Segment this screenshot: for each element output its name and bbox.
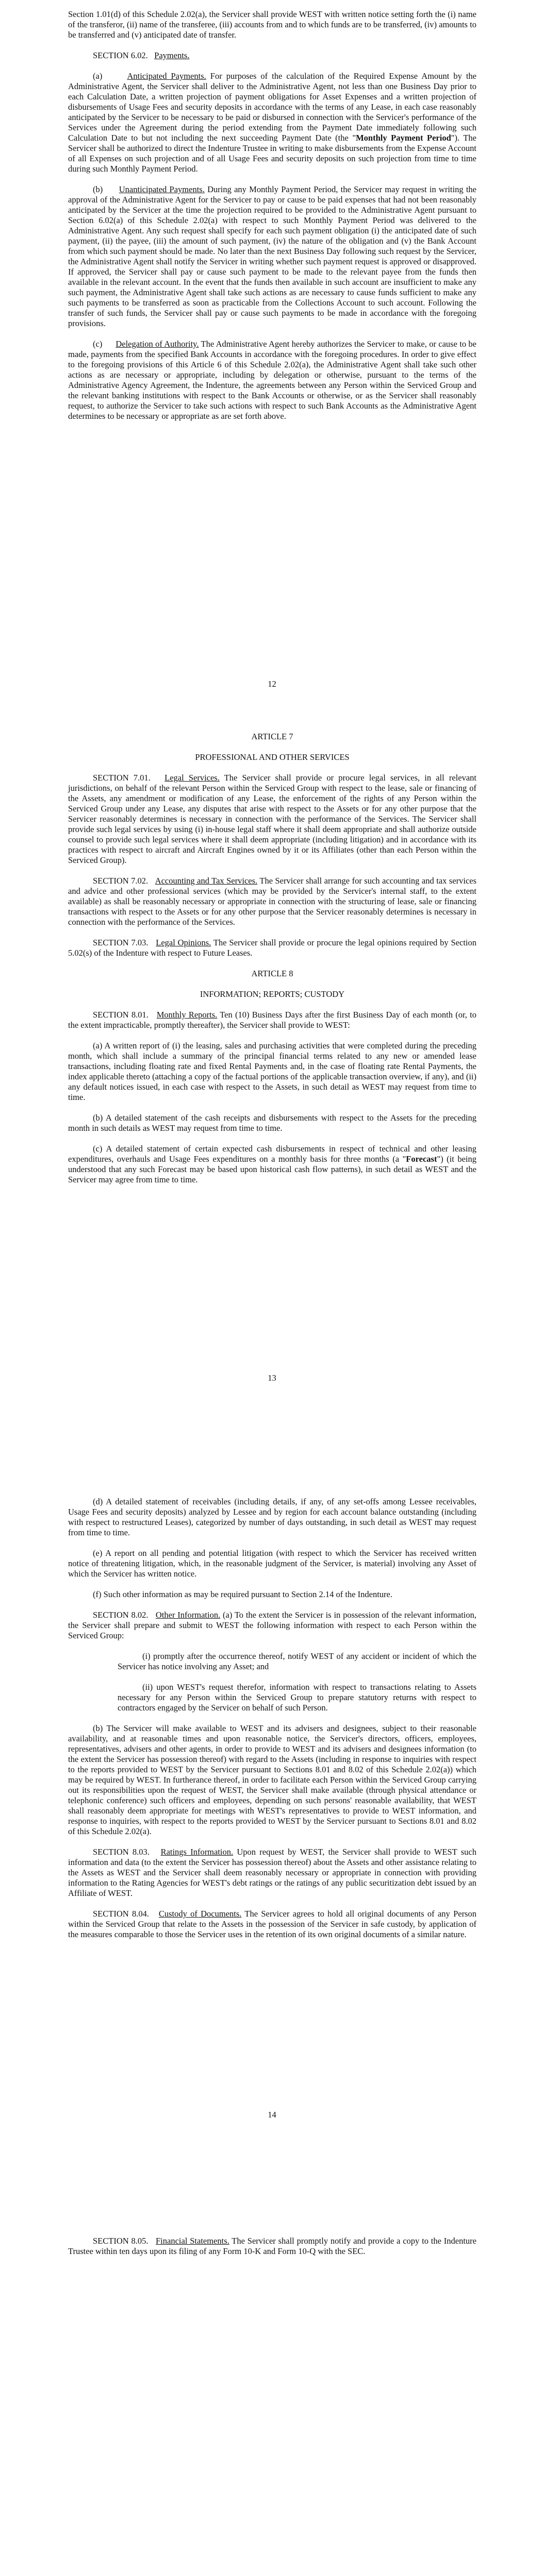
section-title: Monthly Reports. <box>156 1010 218 1020</box>
section-number: SECTION 8.01. <box>93 1010 149 1020</box>
paragraph-8-02-a-ii: (ii) upon WEST's request therefor, information with respect to transactions relating to Assets necessary for any Person within the Serviced Group to prepare statutory returns with respect to contractors engaged by the Servicer on behalf of such Person. <box>118 1682 476 1713</box>
section-7-03 <box>68 938 476 958</box>
article-7-heading: ARTICLE 7 <box>251 732 293 741</box>
section-number: SECTION 7.01. <box>93 773 151 783</box>
clause-label: (b) <box>93 184 103 194</box>
paragraph-6-02-c <box>68 339 476 421</box>
article-7-title: PROFESSIONAL AND OTHER SERVICES <box>195 752 350 762</box>
section-number: SECTION 8.02. <box>93 1610 149 1620</box>
page-number: 13 <box>268 1373 276 1383</box>
paragraph-6-02-b <box>68 184 476 329</box>
section-7-01 <box>68 773 476 866</box>
article-8-title: INFORMATION; REPORTS; CUSTODY <box>200 989 345 999</box>
clause-text: "). The Servicer shall be authorized to direct the Indenture Trustee in writing to make disbursements from the Expense Account of all Expenses on such projection and of all Usage Fees and security deposits on such projection from time to time during such Monthly Payment Period. <box>68 133 476 174</box>
defined-term: Monthly Payment Period <box>356 133 451 143</box>
page-number: 12 <box>268 679 276 689</box>
section-7-02 <box>68 876 476 927</box>
paragraph-8-02-b: (b) The Servicer will make available to WEST and its advisers and designees, subject to their reasonable availability, and at reasonable times and upon reasonable notice, the Servicer's directors, officers, employees, representatives, advisers and other agents, in order to provide to WEST and its advisers and designees information (to the extent the Servicer has possession thereof) with regard to the Assets (including in response to inquiries with respect to the reports provided to WEST by the Servicer pursuant to Sections 8.01 and 8.02 of this Schedule 2.02(a)) which may be required by WEST. In furtherance thereof, in order to facilitate each Person within the Serviced Group carrying out its responsibilities upon the request of WEST, the Servicer shall make available (through physical attendance or telephonic conference) such officers and employees, depending on such persons' reasonable availability, that WEST shall reasonably deem appropriate for meetings with WEST's representatives to provide to WEST information, and response to inquiries, with respect to the reports provided to WEST by the Servicer pursuant to Sections 8.01 and 8.02 of this Schedule 2.02(a). <box>68 1723 476 1836</box>
section-text: The Servicer shall promptly notify and provide a copy to the Indenture Trustee within ten days upon its filing of any Form 10-K and Form 10-Q with the SEC. <box>68 2236 476 2256</box>
section-title: Legal Services. <box>164 773 220 783</box>
section-title: Accounting and Tax Services. <box>155 876 258 886</box>
section-title: Payments. <box>154 50 190 60</box>
paragraph-8-02-a-i: (i) promptly after the occurrence thereof, notify WEST of any accident or incident of which the Servicer has notice involving any Asset; and <box>118 1651 476 1671</box>
clause-text: (c) A detailed statement of certain expected cash disbursements in respect of technical and other leasing expenditures, overhauls and Usage Fees expenditures on a monthly basis for three months (a " <box>68 1144 476 1164</box>
section-8-04 <box>68 1909 476 1940</box>
paragraph-6-02-a <box>68 71 476 174</box>
paragraph-8-01-c <box>68 1144 476 1185</box>
clause-title: Anticipated Payments. <box>127 71 206 81</box>
paragraph-8-01-b: (b) A detailed statement of the cash receipts and disbursements with respect to the Assets for the preceding month in such details as WEST may request from time to time. <box>68 1113 476 1133</box>
paragraph-8-01-a: (a) A written report of (i) the leasing, sales and purchasing activities that were completed during the preceding month, which shall include a summary of the principal financial terms related to any new or amended lease transactions, including floating rate and fixed Rental Payments and, in the case of floating rate Rental Payments, the index applicable thereto (attaching a copy of the factual portions of the applicable transaction overview, if any), and (ii) any default notices issued, in each case with respect to the Assets, in such detail as WEST may request from time to time. <box>68 1041 476 1102</box>
section-text: Upon request by WEST, the Servicer shall provide to WEST such information and data (to the extent the Servicer has possession thereof) about the Assets and other assistance relating to the Assets as WEST and the Servicer shall deem reasonably necessary or appropriate in connection with providing information to the Rating Agencies for WEST's debt ratings or the ratings of any public securitization debt issued by an Affiliate of WEST. <box>68 1847 476 1898</box>
section-8-02 <box>68 1610 476 1641</box>
clause-title: Unanticipated Payments. <box>119 184 205 194</box>
defined-term: Forecast <box>406 1154 437 1164</box>
section-number: SECTION 8.03. <box>93 1847 150 1857</box>
article-8-heading: ARTICLE 8 <box>251 969 293 978</box>
section-title: Legal Opinions. <box>156 938 211 947</box>
page-13-text <box>68 732 476 1185</box>
paragraph-8-01-f: (f) Such other information as may be required pursuant to Section 2.14 of the Indenture. <box>93 1589 393 1599</box>
section-6-02-heading <box>68 50 476 61</box>
section-text: The Servicer shall arrange for such accounting and tax services and advice and other professional services (which may be provided by the Servicer's internal staff, to the extent available) as shall be reasonably necessary or appropriate in connection with the structuring of lease, sale or financing transactions with respect to the Assets or for any other purpose that the Servicer reasonably determines is necessary in connection with the performance of the Services. <box>68 876 477 927</box>
section-title: Custody of Documents. <box>158 1909 242 1919</box>
section-number: SECTION 7.02. <box>93 876 149 886</box>
section-text: The Servicer shall provide or procure the legal opinions required by Section 5.02(s) of the Indenture with respect to Future Leases. <box>68 938 477 958</box>
clause-label: (c) <box>93 339 103 349</box>
section-number: SECTION 8.05. <box>93 2236 149 2246</box>
section-number: SECTION 7.03. <box>93 938 149 947</box>
section-text: The Servicer agrees to hold all original documents of any Person within the Serviced Group that relate to the Assets in the possession of the Servicer in safe custody, by application of the measures comparable to those the Servicer uses in the retention of its own original documents of a similar nature. <box>68 1909 476 1939</box>
section-text: Ten (10) Business Days after the first Business Day of each month (or, to the extent impracticable, promptly thereafter), the Servicer shall provide to WEST: <box>68 1010 477 1030</box>
section-number: SECTION 8.04. <box>93 1909 149 1919</box>
clause-text: For purposes of the calculation of the Required Expense Amount by the Administrative Agent, the Servicer shall deliver to the Administrative Agent, not less than one Business Day prior to each Calculation Date, a written projection of payment obligations for Asset Expenses and a written projection of disbursements of Usage Fees and security deposits in accordance with the terms of any Lease, in each case reasonably anticipated by the Servicer to be necessary to be paid or disbursed in connection with the Servicer's performance of the Services under the Agreement during the period extending from the Payment Date immediately following such Calculation Date to but not including the next succeeding Payment Date (the " <box>68 71 477 143</box>
clause-text: During any Monthly Payment Period, the Servicer may request in writing the approval of the Administrative Agent for the Servicer to pay or cause to be paid expenses that had not been reasonably anticipated by the Servicer at the time the projection required to be provided to the Administrative Agent pursuant to Section 6.02(a) of this Schedule 2.02(a) with respect to such Monthly Payment Period was delivered to the Administrative Agent. Any such request shall specify for each such payment obligation (i) the anticipated date of such payment, (ii) the payee, (iii) the amount of such payment, (iv) the nature of the obligation and (v) the Bank Account from which such payment should be made. No later than the next Business Day following such request by the Servicer, the Administrative Agent shall notify the Servicer in writing whether such payment request is approved or disapproved. If approved, the Servicer shall pay or cause such payment to be made to the relevant payee from the funds then available in the relevant account. In the event that the funds then available in such account are insufficient to make any such payment, the Administrative Agent shall take such actions as are necessary to cause funds sufficient to make any such payments to be transferred as soon as practicable from the Collections Account to such account. Following the transfer of such funds, the Servicer shall pay or cause such payments to be made in accordance with the foregoing provisions. <box>68 184 477 328</box>
section-title: Other Information. <box>155 1610 221 1620</box>
section-number: SECTION 6.02. <box>93 50 148 60</box>
section-title: Financial Statements. <box>156 2236 229 2246</box>
page-15-text <box>68 2236 476 2257</box>
section-text: The Servicer shall provide or procure legal services, in all relevant jurisdictions, on behalf of the relevant Person within the Serviced Group with respect to the lease, sale or financing of the Assets, any amendment or modification of any Lease, the enforcement of the rights of any Person within the Serviced Group under any Lease, any disputes that arise with respect to the Assets or for any other purpose that the Servicer reasonably determines is necessary in connection with the performance of the Services. The Servicer shall provide such legal services by using (i) in-house legal staff where it shall deem appropriate and shall authorize outside counsel to provide such legal services where it shall deem appropriate (including litigation) and in accordance with its practices with respect to aircraft and Aircraft Engines owned by it or its Affiliates (other than each Person within the Serviced Group). <box>68 773 476 865</box>
intro-paragraph: Section 1.01(d) of this Schedule 2.02(a), the Servicer shall provide WEST with written notice setting forth the (i) name of the transferor, (ii) name of the transferee, (iii) accounts from and to which funds are to be transferred, (iv) amounts to be transferred and (v) anticipated date of transfer. <box>68 9 476 40</box>
page-12-text <box>68 9 476 421</box>
section-text: (a) To the extent the Servicer is in possession of the relevant information, the Servicer shall prepare and submit to WEST the following information with respect to each Person within the Serviced Group: <box>68 1610 476 1640</box>
clause-text: ") (it being understood that any such Forecast may be based upon historical cash flow patterns), in such detail as WEST and the Servicer may agree from time to time. <box>68 1154 476 1184</box>
paragraph-8-01-d: (d) A detailed statement of receivables (including details, if any, of any set-offs among Lessee receivables, Usage Fees and security deposits) analyzed by Lessee and by region for each account balance outstanding (including with respect to restructured Leases), categorized by number of days outstanding, in such detail as WEST may request from time to time. <box>68 1497 476 1537</box>
section-8-03 <box>68 1847 476 1899</box>
clause-text: The Administrative Agent hereby authorizes the Servicer to make, or cause to be made, payments from the specified Bank Accounts in accordance with the foregoing procedures. In order to give effect to the foregoing provisions of this Article 6 of this Schedule 2.02(a), the Administrative Agent shall take such other actions as are necessary or appropriate, including by delegation or otherwise, pursuant to the terms of the Administrative Agency Agreement, the Indenture, the agreements between any Person within the Serviced Group and the relevant banking institutions with respect to the Bank Accounts or otherwise, or as the Servicer shall reasonably request, to authorize the Servicer to take such actions with respect to such Bank Accounts as the Administrative Agent determines to be necessary or appropriate as are set forth above. <box>68 339 477 421</box>
section-8-01 <box>68 1010 476 1030</box>
page-number: 14 <box>268 2110 276 2120</box>
section-title: Ratings Information. <box>160 1847 234 1857</box>
page-14-text <box>68 1497 476 1940</box>
paragraph-8-01-e: (e) A report on all pending and potential litigation (with respect to which the Servicer has received written notice of threatening litigation, which, in the reasonable judgment of the Servicer, is material) involving any Asset of which the Servicer has written notice. <box>68 1548 476 1579</box>
clause-title: Delegation of Authority. <box>116 339 199 349</box>
section-8-05 <box>68 2236 476 2257</box>
clause-label: (a) <box>93 71 103 81</box>
